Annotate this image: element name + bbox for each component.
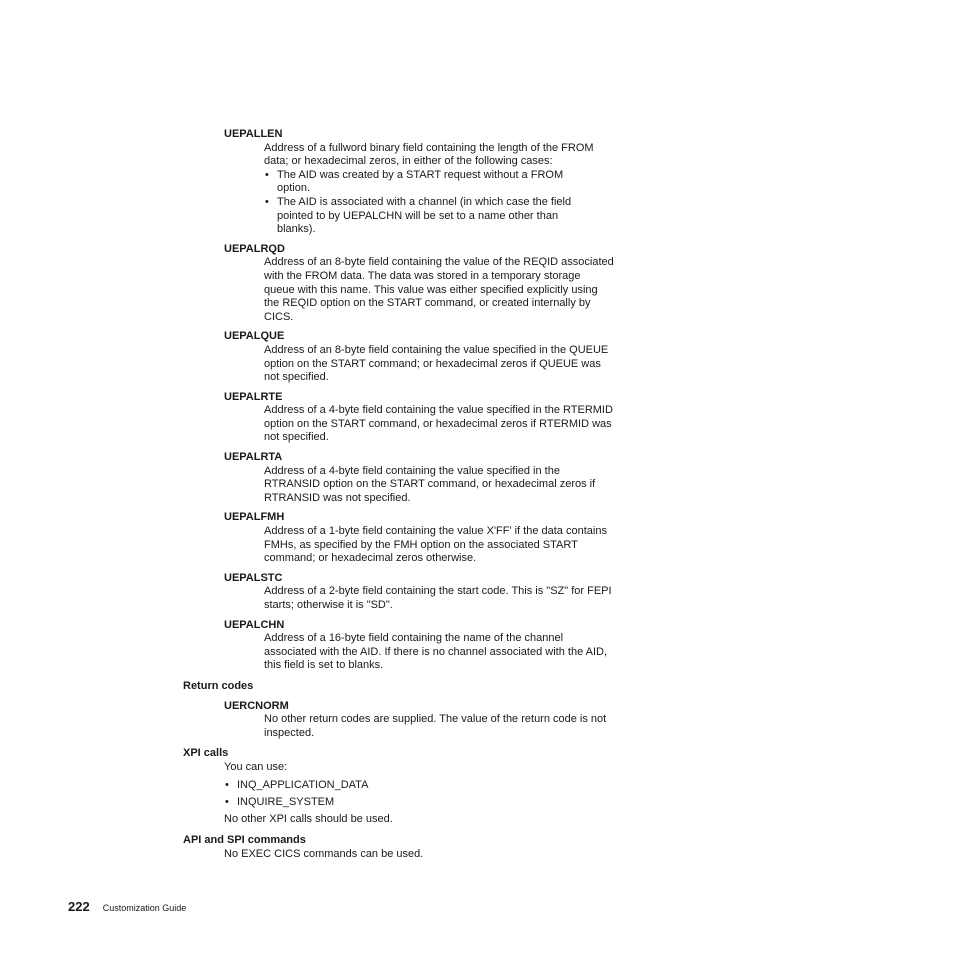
list-item: • The AID is associated with a channel (in which case the field pointed to by UEPALCHN will be set to a name other than blanks).: [264, 196, 589, 237]
return-code-definition: [264, 713, 614, 740]
xpi-calls-body: [224, 761, 623, 827]
field-description: Address of an 8-byte field containing the value of the REQID associated with the FROM data. The data was stored in a temporary storage queue with this name. This value was either specified explicitly using the REQID option on the START command, or created internally by CICS.: [264, 256, 614, 323]
api-spi-text: No EXEC CICS commands can be used.: [224, 847, 424, 860]
book-title: Customization Guide: [102, 903, 187, 913]
xpi-list: [224, 779, 623, 810]
field-description: Address of a 1-byte field containing the value X'FF' if the data contains FMHs, as specified by the FMH option on the associated START command; or hexadecimal zeros otherwise.: [264, 525, 607, 565]
field-uepalque: [183, 330, 623, 384]
list-item: • INQ_APPLICATION_DATA: [224, 779, 623, 793]
field-definition: [264, 404, 614, 445]
field-definition: [264, 256, 614, 324]
field-description: Address of a 4-byte field containing the value specified in the RTRANSID option on the START command, or hexadecimal zeros if RTRANSID was not specified.: [264, 464, 596, 504]
return-code-uercnorm: [183, 700, 623, 741]
section-heading-api-spi: API and SPI commands: [183, 833, 306, 846]
return-code-description: No other return codes are supplied. The value of the return code is not inspected.: [264, 713, 607, 739]
field-uepallen: [183, 128, 623, 237]
field-uepalrta: [183, 451, 623, 505]
field-definition: [264, 142, 614, 237]
field-uepalrqd: [183, 243, 623, 325]
field-term: UEPALCHN: [224, 618, 285, 631]
field-description: Address of a 4-byte field containing the value specified in the RTERMID option on the START command, or hexadecimal zeros if RTERMID was not specified.: [264, 404, 613, 444]
field-definition: [264, 585, 614, 612]
field-description: Address of a fullword binary field containing the length of the FROM data; or hexadecimal zeros, in either of the following cases:: [264, 141, 594, 168]
list-item: • The AID was created by a START request without a FROM option.: [264, 169, 589, 196]
page-content: [183, 128, 623, 861]
page-number: 222: [68, 899, 90, 914]
field-description: Address of a 16-byte field containing the name of the channel associated with the AID. If there is no channel associated with the AID, this field is set to blanks.: [264, 632, 608, 672]
field-uepalstc: [183, 572, 623, 613]
field-uepalrte: [183, 391, 623, 445]
return-code-term: UERCNORM: [224, 699, 289, 712]
field-definition: [264, 465, 614, 506]
field-term: UEPALRTE: [224, 390, 283, 403]
field-description: Address of an 8-byte field containing the value specified in the QUEUE option on the START command; or hexadecimal zeros if QUEUE was not specified.: [264, 343, 609, 384]
xpi-intro: You can use:: [224, 760, 288, 773]
section-heading-return-codes: Return codes: [183, 679, 254, 692]
field-term: UEPALRQD: [224, 242, 285, 255]
list-item: • INQUIRE_SYSTEM: [224, 796, 623, 810]
field-term: UEPALQUE: [224, 330, 285, 343]
field-definition: [264, 344, 614, 385]
xpi-outro: No other XPI calls should be used.: [224, 813, 393, 826]
field-term: UEPALLEN: [224, 128, 283, 140]
field-term: UEPALRTA: [224, 451, 283, 464]
page-footer: [68, 900, 186, 916]
field-term: UEPALFMH: [224, 511, 285, 524]
section-heading-xpi-calls: XPI calls: [183, 747, 229, 760]
field-uepalchn: [183, 619, 623, 673]
field-description: Address of a 2-byte field containing the start code. This is "SZ" for FEPI starts; otherwise it is "SD".: [264, 585, 612, 611]
field-definition: [264, 525, 614, 566]
api-spi-body: [224, 848, 623, 862]
field-term: UEPALSTC: [224, 571, 283, 584]
field-uepalfmh: [183, 511, 623, 565]
field-definition: [264, 632, 614, 673]
bullet-list: [264, 169, 614, 237]
